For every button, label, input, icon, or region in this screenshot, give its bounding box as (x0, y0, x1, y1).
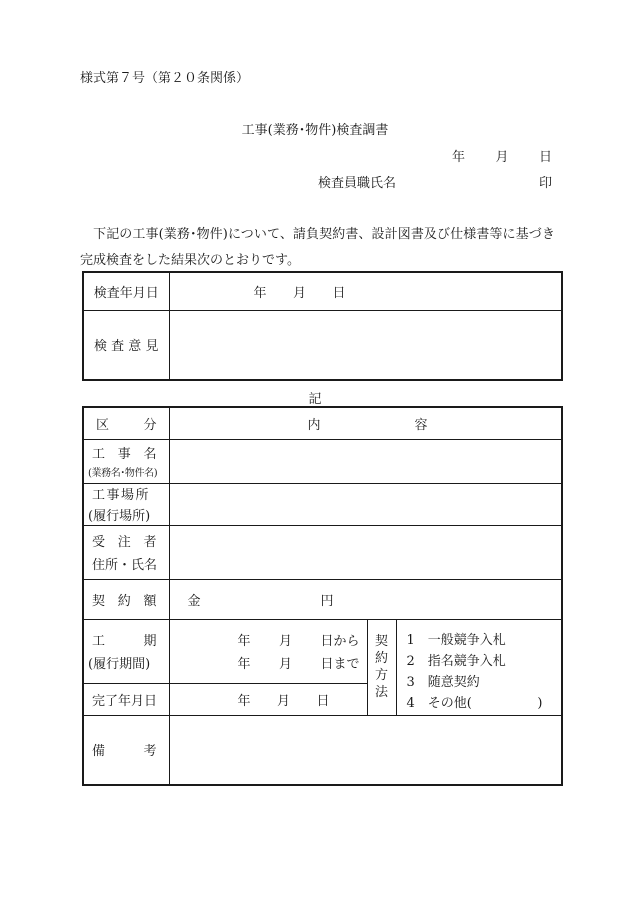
work-place-value[interactable] (169, 483, 562, 525)
inspection-opinion-label: 検 査 意 見 (83, 310, 169, 380)
record-table (82, 406, 563, 786)
period-row (83, 619, 562, 683)
inspection-date-label: 検査年月日 (83, 272, 169, 310)
intro-line-1: 下記の工事(業務･物件)について、請負契約書、設計図書及び仕様書等に基づき (93, 227, 555, 242)
record-header-row (83, 407, 562, 439)
intro-line-2: 完成検査をした結果次のとおりです。 (80, 253, 300, 268)
work-name-sublabel: (業務名･物件名) (88, 468, 158, 479)
method-option-2[interactable]: 2 指名競争入札 (406, 653, 506, 669)
inspection-date-month: 月 (292, 285, 306, 301)
category-header: 区 分 (83, 407, 169, 439)
work-name-value[interactable] (169, 439, 562, 483)
inspection-date-year: 年 (253, 285, 267, 301)
seal-mark: 印 (538, 176, 552, 191)
ki-label: 記 (308, 392, 322, 407)
completion-label: 完了年月日 (83, 683, 169, 715)
inspector-row (318, 172, 552, 191)
work-name-label: 工 事 名 (業務名･物件名) (83, 439, 169, 483)
amount-row (83, 579, 562, 619)
inspection-opinion-row (83, 310, 562, 380)
amount-prefix: 金 (187, 593, 201, 609)
amount-suffix: 円 (320, 593, 334, 609)
completion-value[interactable]: 年 月 日 (169, 683, 367, 715)
header-date (452, 146, 552, 165)
method-list (396, 619, 562, 715)
remarks-row (83, 715, 562, 785)
contractor-label: 受 注 者 住所・氏名 (83, 525, 169, 579)
inspection-date-day: 日 (332, 285, 346, 301)
period-label: 工 期 (履行期間) (83, 619, 169, 683)
work-place-main: 工事場所 (92, 488, 151, 503)
form-number: 様式第７号（第２０条関係） (80, 71, 250, 86)
header-date-year: 年 (452, 150, 466, 165)
remarks-value[interactable] (169, 715, 562, 785)
inspector-label: 検査員職氏名 (318, 176, 397, 191)
amount-value[interactable] (169, 579, 562, 619)
method-label: 契 約 方 法 (367, 619, 396, 715)
method-option-4[interactable]: 4 その他( ) (406, 695, 543, 711)
content-header: 内 容 (169, 407, 562, 439)
header-date-month: 月 (495, 150, 509, 165)
amount-label: 契 約 額 (83, 579, 169, 619)
inspection-date-row (83, 272, 562, 310)
header-date-day: 日 (538, 150, 552, 165)
inspection-date-value[interactable] (169, 272, 562, 310)
inspection-opinion-value[interactable] (169, 310, 562, 380)
work-name-row (83, 439, 562, 483)
remarks-label: 備 考 (83, 715, 169, 785)
method-option-3[interactable]: 3 随意契約 (406, 674, 480, 690)
work-place-sublabel: (履行場所) (88, 509, 151, 524)
method-option-1[interactable]: 1 一般競争入札 (406, 632, 506, 648)
contractor-row (83, 525, 562, 579)
period-sublabel: (履行期間) (88, 657, 151, 672)
contractor-sublabel: 住所・氏名 (92, 558, 158, 573)
document-title: 工事(業務･物件)検査調書 (241, 123, 389, 138)
work-place-label (83, 483, 169, 525)
work-place-row (83, 483, 562, 525)
period-value[interactable]: 年 月 日から 年 月 日まで (169, 619, 367, 683)
contractor-value[interactable] (169, 525, 562, 579)
inspection-table (82, 271, 563, 381)
